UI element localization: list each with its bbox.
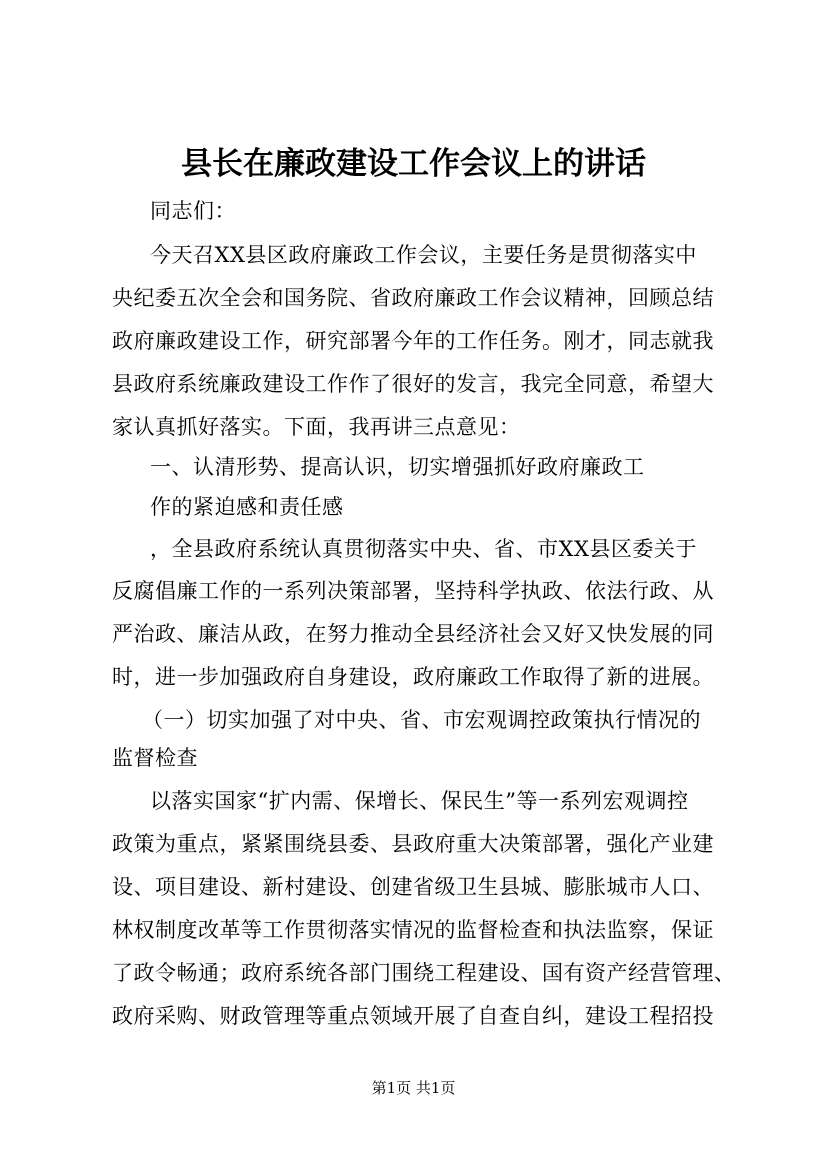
body-line: 政府廉政建设工作，研究部署今年的工作任务。刚才，同志就我 bbox=[112, 329, 714, 353]
body-line: 政府采购、财政管理等重点领域开展了自查自纠，建设工程招投 bbox=[112, 1004, 714, 1028]
body-line: 反腐倡廉工作的一系列决策部署，坚持科学执政、依法行政、从 bbox=[112, 579, 714, 603]
body-line: 严治政、廉洁从政，在努力推动全县经济社会又好又快发展的同 bbox=[112, 622, 714, 646]
section-heading-line: 作的紧迫感和责任感 bbox=[150, 495, 344, 519]
body-line: 央纪委五次全会和国务院、省政府廉政工作会议精神，回顾总结 bbox=[112, 286, 714, 310]
body-line: 设、项目建设、新村建设、创建省级卫生县城、膨胀城市人口、 bbox=[112, 875, 714, 899]
body-line: 以落实国家“扩内需、保增长、保民生”等一系列宏观调控 bbox=[150, 789, 689, 813]
body-line: 家认真抓好落实。下面，我再讲三点意见： bbox=[112, 415, 521, 439]
subsection-heading-line: 监督检查 bbox=[112, 746, 198, 770]
body-line: 今天召XX县区政府廉政工作会议，主要任务是贯彻落实中 bbox=[150, 243, 697, 267]
body-line: 林权制度改革等工作贯彻落实情况的监督检查和执法监察，保证 bbox=[112, 918, 714, 942]
body-line: ，全县政府系统认真贯彻落实中央、省、市XX县区委关于 bbox=[150, 537, 697, 561]
subsection-heading-line: （一）切实加强了对中央、省、市宏观调控政策执行情况的 bbox=[142, 708, 701, 732]
body-line: 政策为重点，紧紧围绕县委、县政府重大决策部署，强化产业建 bbox=[112, 832, 714, 856]
body-line: 时，进一步加强政府自身建设，政府廉政工作取得了新的进展。 bbox=[112, 665, 714, 689]
section-heading-line: 一、认清形势、提高认识，切实增强抓好政府廉政工 bbox=[150, 455, 645, 479]
salutation-line: 同志们： bbox=[150, 199, 236, 223]
body-line: 县政府系统廉政建设工作作了很好的发言，我完全同意，希望大 bbox=[112, 372, 714, 396]
body-line: 了政令畅通；政府系统各部门围绕工程建设、国有资产经营管理、 bbox=[112, 961, 736, 985]
page-number-footer: 第1页 共1页 bbox=[371, 1079, 456, 1097]
document-title: 县长在廉政建设工作会议上的讲话 bbox=[181, 146, 646, 182]
